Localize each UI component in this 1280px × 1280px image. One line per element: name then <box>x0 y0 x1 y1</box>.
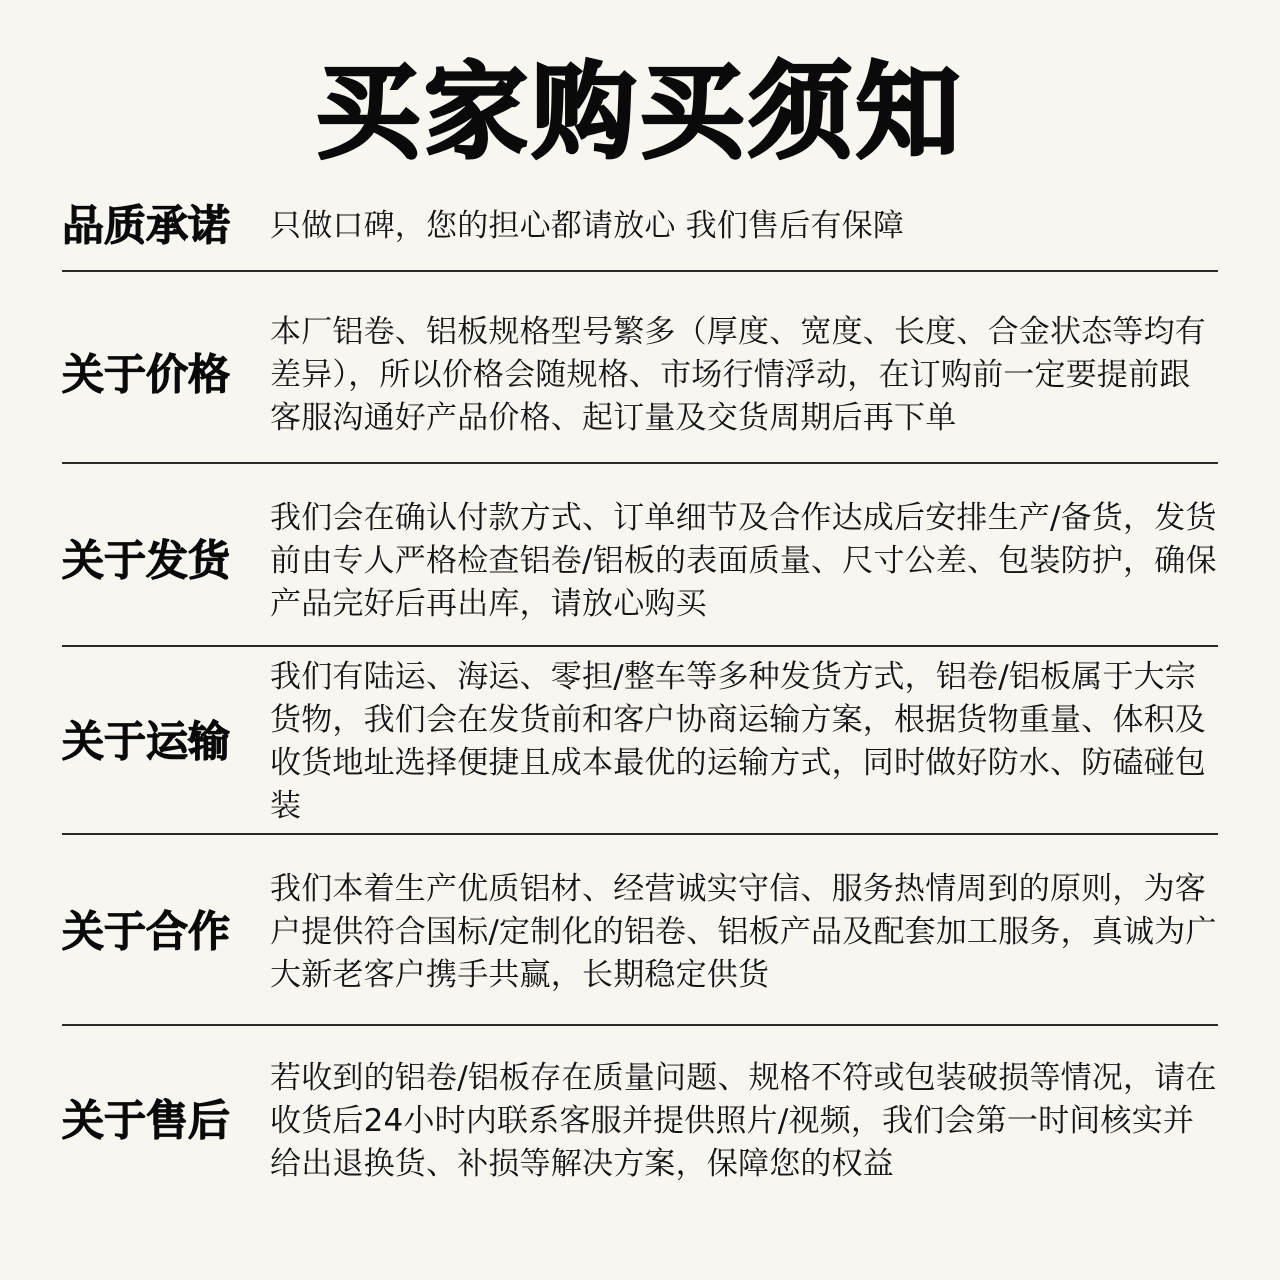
section-label: 关于发货 <box>62 536 231 585</box>
section-shipping <box>62 494 1218 628</box>
section-text: 若收到的铝卷/铝板存在质量问题、规格不符或包装破损等情况，请在收货后24小时内联系客服并提供照片/视频，我们会第一时间核实并给出退换货、补损等解决方案，保障您的权益 <box>270 1059 1217 1182</box>
section-label: 品质承诺 <box>62 201 231 250</box>
divider <box>62 1024 1218 1026</box>
section-text: 只做口碑，您的担心都请放心 我们售后有保障 <box>270 207 905 244</box>
section-transport <box>62 659 1218 824</box>
section-text: 我们有陆运、海运、零担/整车等多种发货方式，铝卷/铝板属于大宗货物，我们会在发货前和客户协商运输方案，根据货物重量、体积及收货地址选择便捷且成本最优的运输方式，同时做好防水、防磕碰包装 <box>270 659 1206 824</box>
page-title: 买家购买须知 <box>315 51 964 173</box>
section-label: 关于运输 <box>62 717 231 766</box>
section-label: 关于价格 <box>62 350 231 399</box>
divider <box>62 462 1218 464</box>
section-price <box>62 308 1218 442</box>
divider <box>62 833 1218 835</box>
section-text: 我们本着生产优质铝材、经营诚实守信、服务热情周到的原则，为客户提供符合国标/定制化的铝卷、铝板产品及配套加工服务，真诚为广大新老客户携手共赢，长期稳定供货 <box>270 870 1217 993</box>
section-label: 关于合作 <box>62 907 231 956</box>
section-cooperation <box>62 865 1218 999</box>
section-text: 我们会在确认付款方式、订单细节及合作达成后安排生产/备货，发货前由专人严格检查铝卷/铝板的表面质量、尺寸公差、包装防护，确保产品完好后再出库，请放心购买 <box>270 499 1217 622</box>
divider <box>62 270 1218 272</box>
section-quality <box>62 196 1218 256</box>
section-text: 本厂铝卷、铝板规格型号繁多（厚度、宽度、长度、合金状态等均有差异），所以价格会随规格、市场行情浮动，在订购前一定要提前跟客服沟通好产品价格、起订量及交货周期后再下单 <box>270 313 1206 436</box>
section-label: 关于售后 <box>62 1096 231 1145</box>
divider <box>62 645 1218 647</box>
section-after-sales <box>62 1054 1218 1188</box>
